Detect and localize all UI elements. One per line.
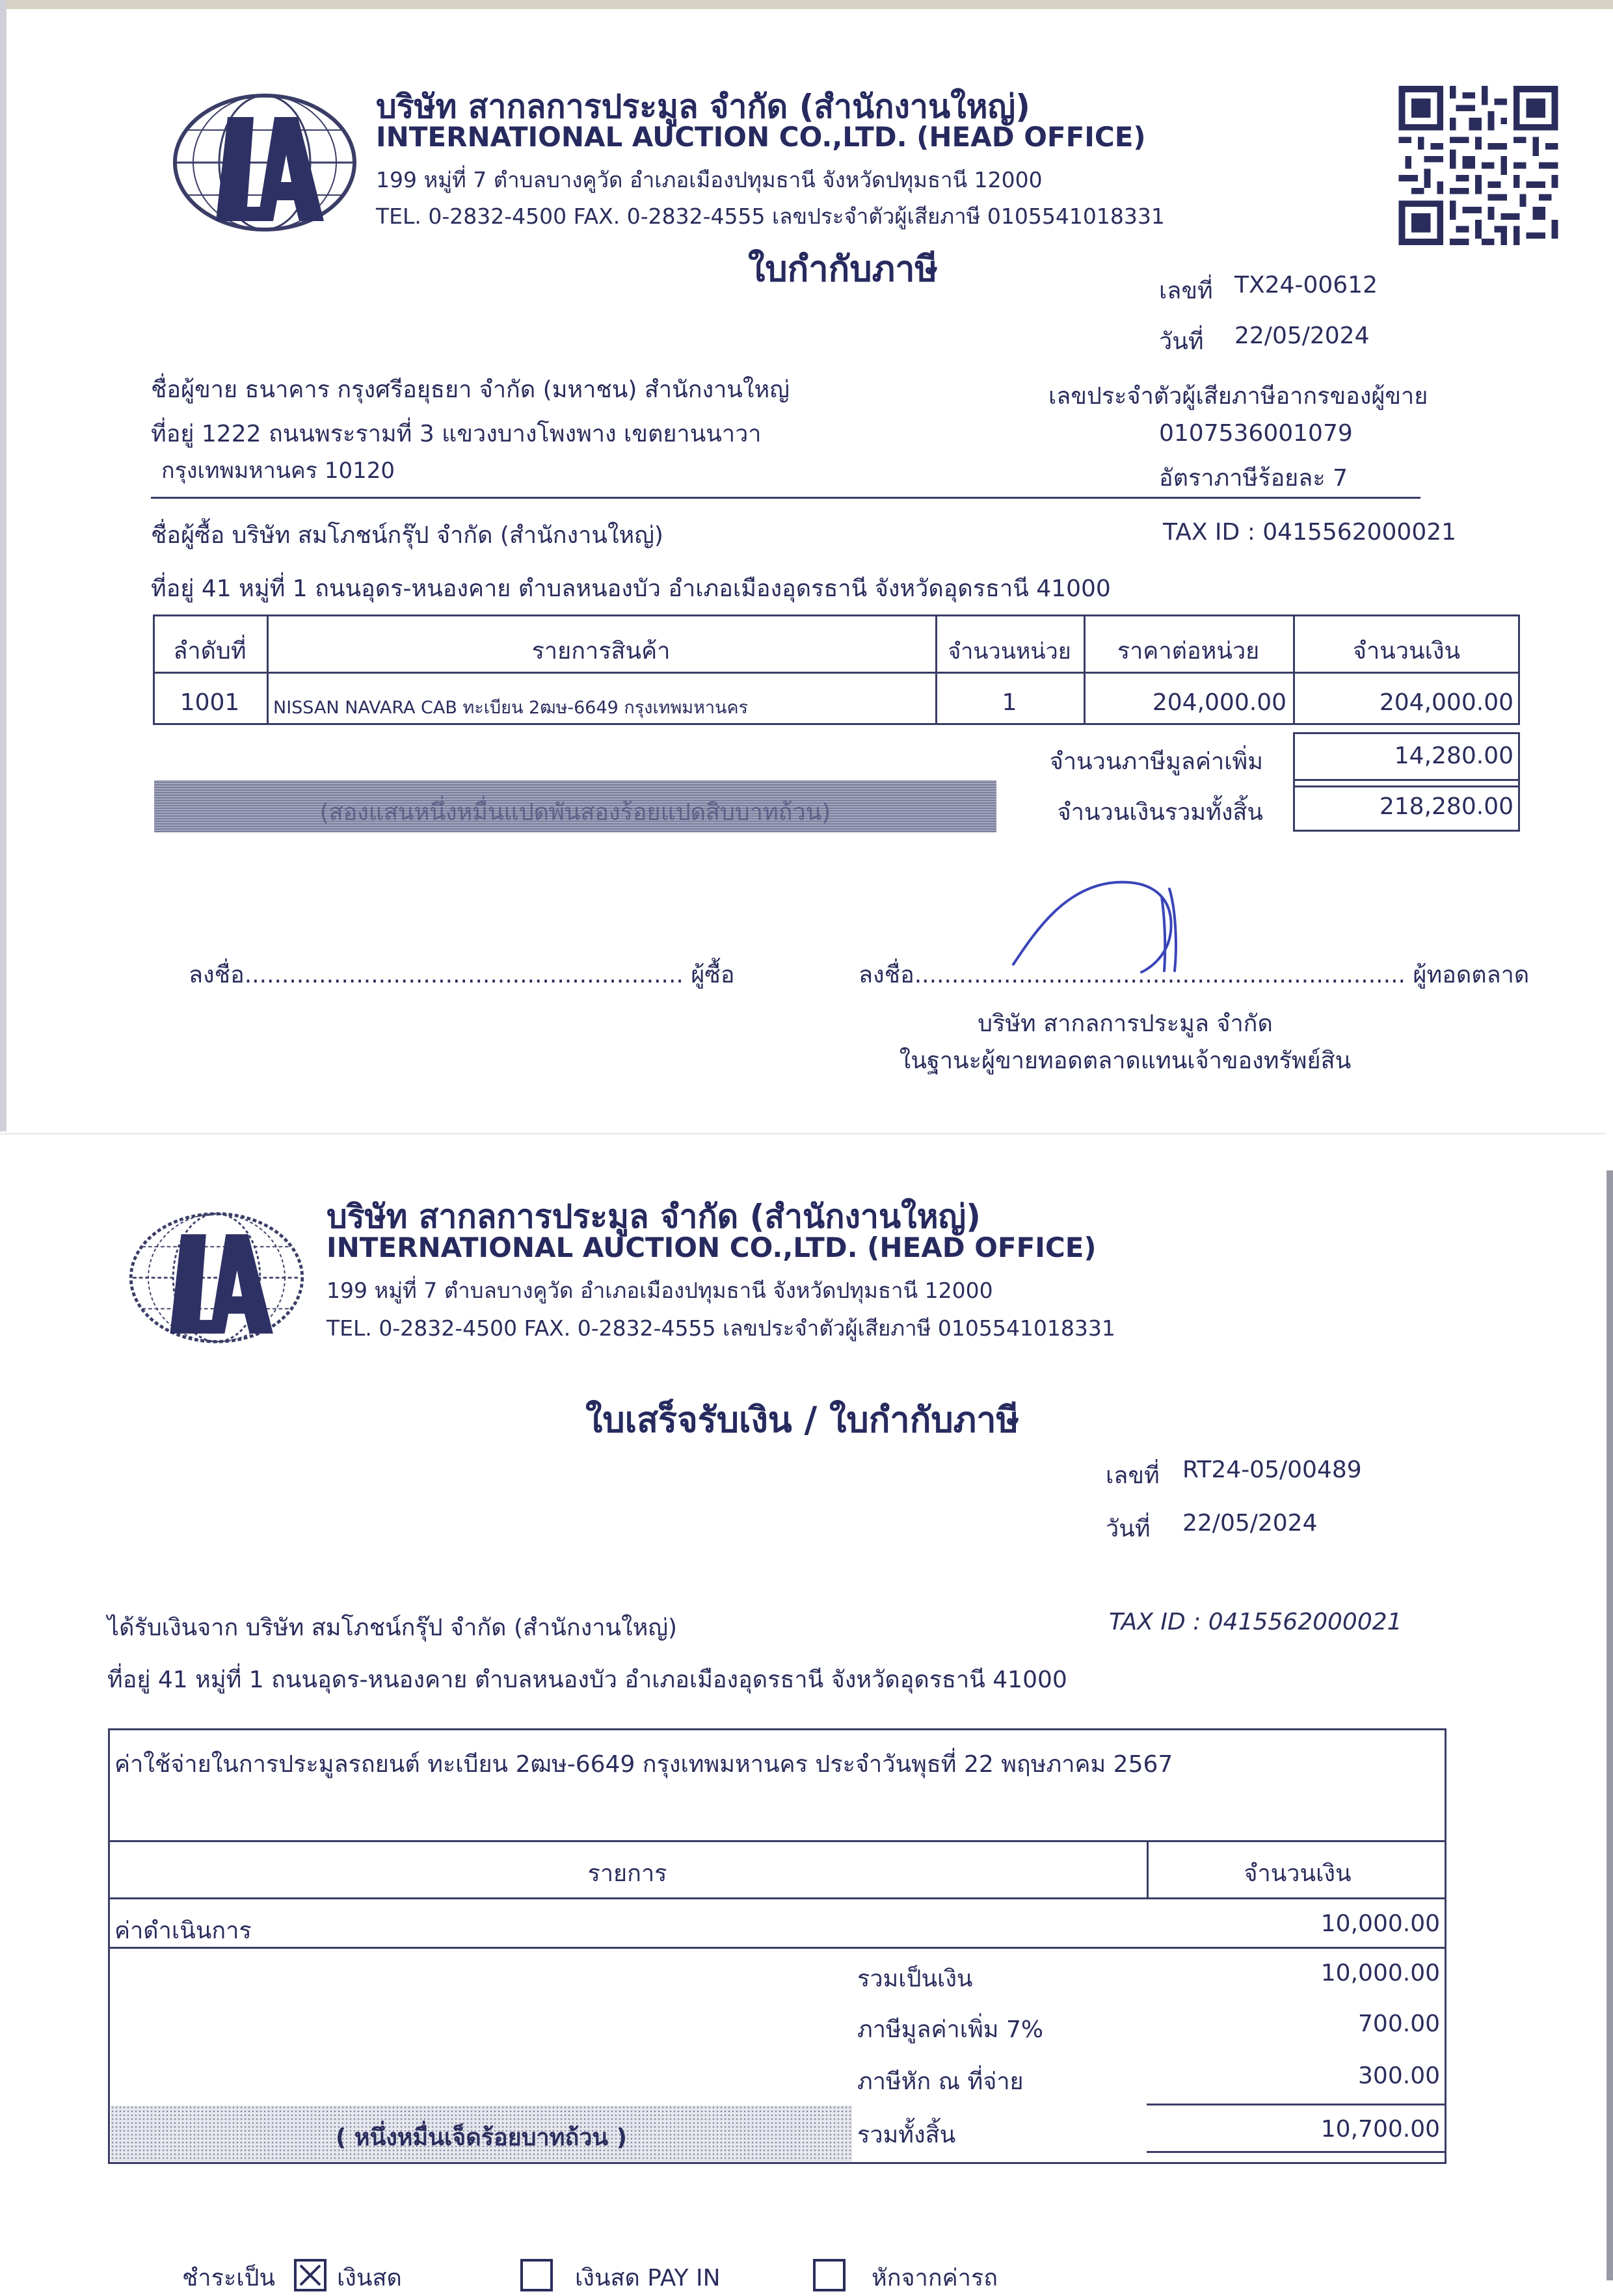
date-value: 22/05/2024 — [1234, 323, 1370, 349]
vat-amount: 14,280.00 — [1394, 743, 1513, 769]
company-name-thai: บริษัท สากลการประมูล จำกัด (สำนักงานใหญ่) — [376, 88, 1031, 125]
auctioneer-role: ในฐานะผู้ขายทอดตลาดแทนเจ้าของทรัพย์สิน — [899, 1048, 1352, 1074]
company-name-english: INTERNATIONAL AUCTION CO.,LTD. (HEAD OFFICE) — [327, 1232, 1097, 1263]
buyer-signature-line: ลงชื่อ........................................................... ผู้ซื้อ — [189, 962, 735, 988]
seller-address: ที่อยู่ 1222 ถนนพระรามที่ 3 แขวงบางโพงพาง เขตยานนาวา — [151, 421, 762, 447]
section-divider — [151, 497, 1420, 499]
company-address: 199 หมู่ที่ 7 ตำบลบางคูวัด อำเภอเมืองปทุมธานี จังหวัดปทุมธานี 12000 — [376, 167, 1043, 192]
amount-in-words: (สองแสนหนึ่งหมื่นแปดพันสองร้อยแปดสิบบาทถ้วน) — [319, 799, 831, 826]
col-header-seq: ลำดับที่ — [173, 638, 247, 665]
item-table-col-divider — [267, 614, 269, 725]
doc-no-label: เลขที่ — [1159, 278, 1213, 304]
auctioneer-signature-line: ลงชื่อ.................................................................. ผู้ทอดตลาด — [859, 962, 1530, 988]
receipt-description: ค่าใช้จ่ายในการประมูลรถยนต์ ทะเบียน 2ฒษ-6649 กรุงเทพมหานคร ประจำวันพุธที่ 22 พฤษภาคม 2567 — [114, 1751, 1173, 1778]
grand-total-amount: 10,700.00 — [1320, 2116, 1440, 2143]
date-label: วันที่ — [1159, 328, 1204, 355]
date-value: 22/05/2024 — [1182, 1510, 1318, 1537]
item-unit-price: 204,000.00 — [1152, 689, 1286, 716]
receipt-table-divider — [108, 1897, 1446, 1899]
payment-deduct-label: หักจากค่ารถ — [872, 2265, 998, 2291]
company-globe-logo — [122, 1209, 311, 1346]
col-header-unit-price: ราคาต่อหน่วย — [1117, 638, 1260, 665]
fee-amount: 10,000.00 — [1320, 1910, 1440, 1937]
item-table-header-divider — [153, 672, 1520, 674]
buyer-name: ชื่อผู้ซื้อ บริษัท สมโภชน์กรุ๊ป จำกัด (สำนักงานใหญ่) — [151, 522, 663, 549]
scan-left-edge — [0, 0, 7, 1131]
vat-amount: 700.00 — [1358, 2011, 1440, 2037]
grand-total-top-line — [1147, 2104, 1446, 2105]
payment-cash-label: เงินสด — [337, 2265, 402, 2291]
vat-label: ภาษีมูลค่าเพิ่ม 7% — [857, 2016, 1044, 2043]
vat-label: จำนวนภาษีมูลค่าเพิ่ม — [1049, 748, 1263, 775]
company-contact: TEL. 0-2832-4500 FAX. 0-2832-4555 เลขประจำตัวผู้เสียภาษี 0105541018331 — [376, 204, 1165, 229]
totals-divider — [1293, 779, 1520, 781]
grand-total-bottom-line — [1147, 2151, 1446, 2153]
company-address: 199 หมู่ที่ 7 ตำบลบางคูวัด อำเภอเมืองปทุมธานี จังหวัดปทุมธานี 12000 — [327, 1278, 993, 1303]
col-header-amount: จำนวนเงิน — [1244, 1860, 1352, 1887]
seller-taxid: 0107536001079 — [1159, 420, 1353, 447]
company-contact: TEL. 0-2832-4500 FAX. 0-2832-4555 เลขประจำตัวผู้เสียภาษี 0105541018331 — [327, 1315, 1115, 1341]
fee-label: ค่าดำเนินการ — [114, 1918, 252, 1944]
payment-cash-checkbox[interactable] — [294, 2259, 327, 2291]
buyer-address: ที่อยู่ 41 หมู่ที่ 1 ถนนอุดร-หนองคาย ตำบลหนองบัว อำเภอเมืองอุดรธานี จังหวัดอุดรธานี 41000 — [151, 575, 1111, 602]
receipt-table-divider — [108, 1947, 1446, 1949]
check-x-icon — [297, 2262, 324, 2289]
company-globe-logo — [170, 91, 359, 234]
doc-no-value: TX24-00612 — [1234, 272, 1378, 298]
page-seam — [0, 1133, 1606, 1135]
doc-no-label: เลขที่ — [1106, 1462, 1160, 1489]
receipt-address: ที่อยู่ 41 หมู่ที่ 1 ถนนอุดร-หนองคาย ตำบลหนองบัว อำเภอเมืองอุดรธานี จังหวัดอุดรธานี 41000 — [107, 1667, 1067, 1693]
total-label: จำนวนเงินรวมทั้งสิ้น — [1057, 799, 1263, 826]
item-seq: 1001 — [180, 689, 240, 716]
grand-total-label: รวมทั้งสิ้น — [857, 2122, 956, 2148]
receipt-table — [108, 1728, 1446, 2164]
wht-label: ภาษีหัก ณ ที่จ่าย — [857, 2068, 1024, 2095]
totals-divider — [1293, 785, 1520, 787]
col-header-qty: จำนวนหน่วย — [948, 639, 1071, 665]
item-description: NISSAN NAVARA CAB ทะเบียน 2ฒษ-6649 กรุงเทพมหานคร — [273, 698, 749, 718]
col-header-item: รายการสินค้า — [531, 638, 671, 665]
tax-invoice-title: ใบกำกับภาษี — [748, 248, 939, 289]
seller-province: กรุงเทพมหานคร 10120 — [161, 458, 395, 484]
payment-payin-checkbox[interactable] — [520, 2259, 553, 2291]
item-amount: 204,000.00 — [1379, 689, 1513, 716]
seller-name: ชื่อผู้ขาย ธนาคาร กรุงศรีอยุธยา จำกัด (มหาชน) สำนักงานใหญ่ — [151, 376, 790, 403]
payment-deduct-checkbox[interactable] — [813, 2259, 846, 2291]
date-label: วันที่ — [1106, 1516, 1151, 1542]
payment-prefix: ชำระเป็น — [182, 2265, 276, 2291]
auctioneer-company: บริษัท สากลการประมูล จำกัด — [978, 1010, 1273, 1037]
amount-in-words: ( หนึ่งหมื่นเจ็ดร้อยบาทถ้วน ) — [335, 2124, 628, 2151]
company-name-thai: บริษัท สากลการประมูล จำกัด (สำนักงานใหญ่) — [327, 1198, 981, 1235]
payment-payin-label: เงินสด PAY IN — [575, 2265, 721, 2291]
buyer-taxid: TAX ID : 0415562000021 — [1163, 519, 1457, 546]
qr-code-icon — [1397, 86, 1560, 245]
scan-top-edge — [0, 0, 1613, 9]
receipt-title: ใบเสร็จรับเงิน / ใบกำกับภาษี — [585, 1399, 1020, 1440]
total-amount: 218,280.00 — [1379, 793, 1513, 820]
col-header-amount: จำนวนเงิน — [1352, 638, 1461, 665]
subtotal-amount: 10,000.00 — [1320, 1960, 1440, 1986]
scan-right-edge — [1606, 1170, 1613, 2280]
received-from: ได้รับเงินจาก บริษัท สมโภชน์กรุ๊ป จำกัด (สำนักงานใหญ่) — [107, 1615, 678, 1641]
subtotal-label: รวมเป็นเงิน — [857, 1966, 973, 1992]
item-qty: 1 — [1002, 689, 1017, 716]
receipt-table-divider — [108, 1840, 1446, 1842]
doc-no-value: RT24-05/00489 — [1182, 1457, 1362, 1483]
vat-rate: อัตราภาษีร้อยละ 7 — [1159, 465, 1348, 492]
company-name-english: INTERNATIONAL AUCTION CO.,LTD. (HEAD OFFICE) — [376, 121, 1146, 153]
receipt-taxid: TAX ID : 0415562000021 — [1109, 1609, 1402, 1635]
col-header-item: รายการ — [587, 1860, 667, 1887]
handwritten-signature — [1002, 875, 1210, 979]
wht-amount: 300.00 — [1358, 2063, 1440, 2089]
seller-taxid-label: เลขประจำตัวผู้เสียภาษีอากรของผู้ขาย — [1048, 383, 1428, 410]
